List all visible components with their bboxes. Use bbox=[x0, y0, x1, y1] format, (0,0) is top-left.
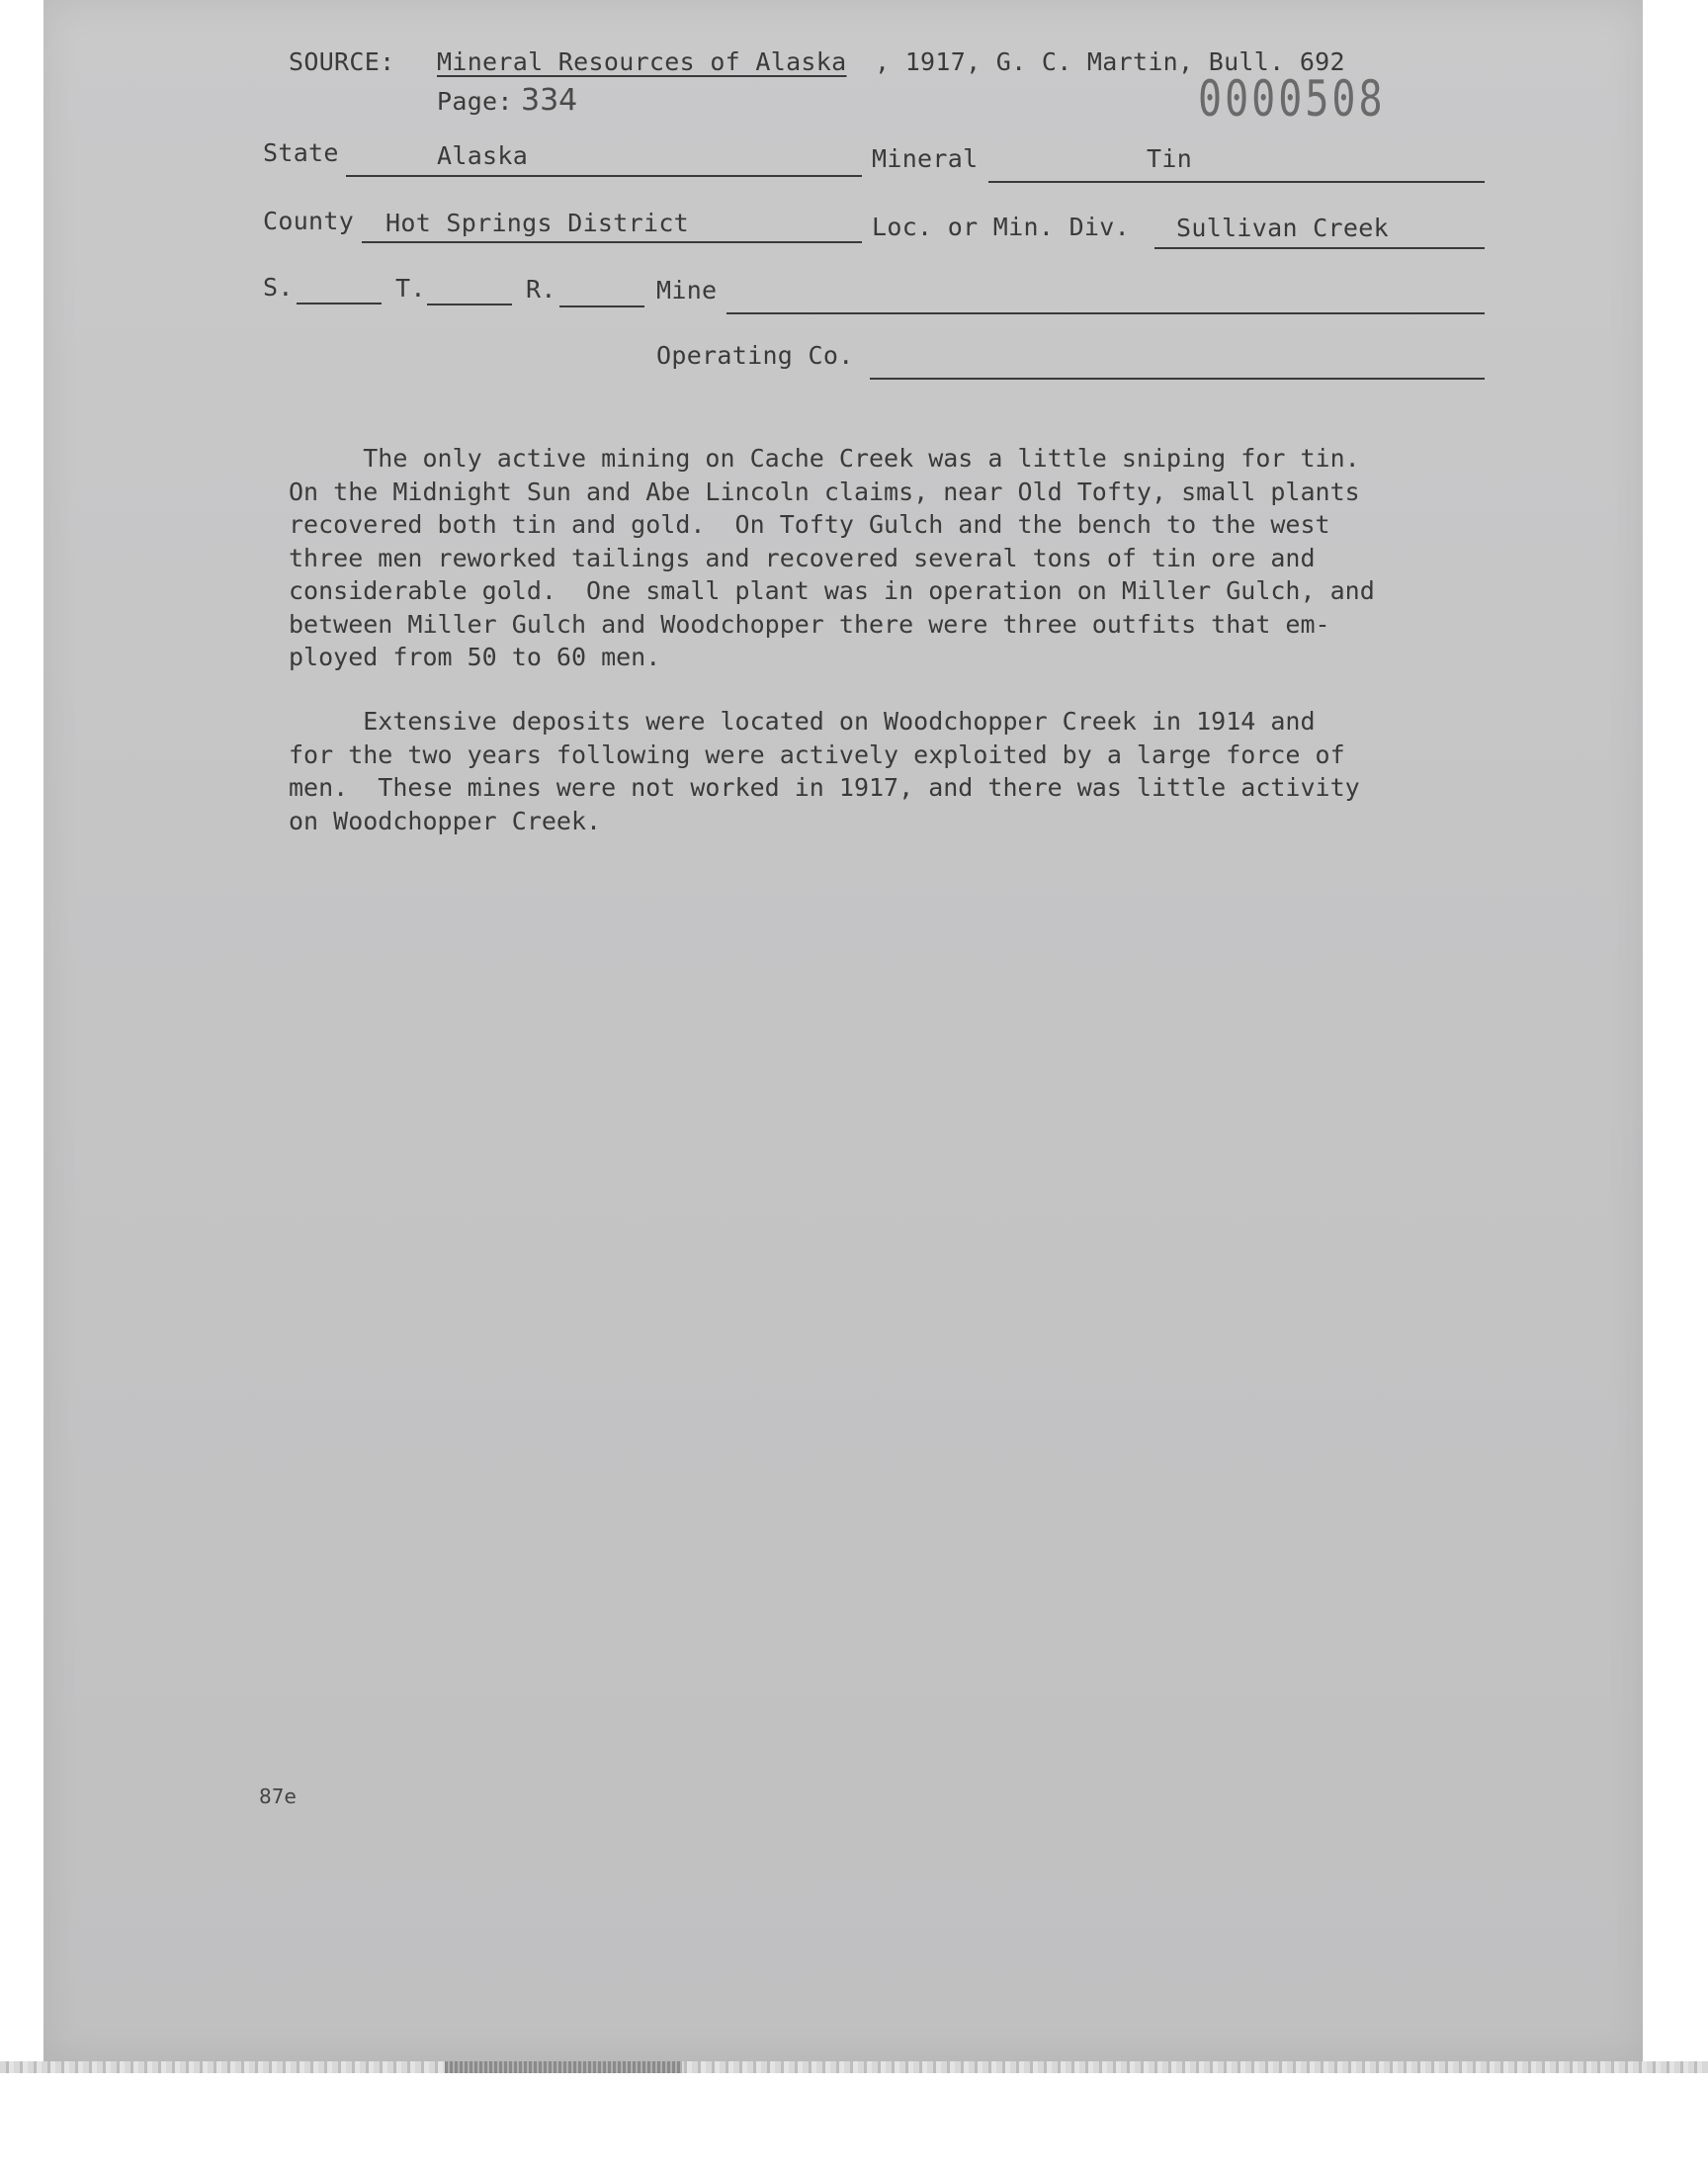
mine-underline bbox=[726, 312, 1485, 314]
body-paragraph-2: Extensive deposits were located on Woodchopper Creek in 1914 and for the two years following were actively exploited by a large force of men. These mines were not worked in 1917, and there was little activity on Woodchopper Creek. bbox=[289, 707, 1360, 835]
state-value: Alaska bbox=[437, 141, 529, 170]
section-label: S. bbox=[263, 273, 294, 302]
mineral-value: Tin bbox=[1147, 144, 1193, 173]
mineral-underline bbox=[988, 181, 1485, 183]
range-label: R. bbox=[526, 275, 556, 304]
mineral-label: Mineral bbox=[872, 144, 979, 173]
form-code: 87e bbox=[259, 1784, 297, 1808]
county-underline bbox=[362, 241, 862, 243]
scan-edge-dark bbox=[445, 2061, 682, 2073]
operating-co-label: Operating Co. bbox=[656, 341, 854, 370]
source-citation: , 1917, G. C. Martin, Bull. 692 bbox=[875, 47, 1345, 76]
document-sheet bbox=[43, 0, 1643, 2061]
state-label: State bbox=[263, 138, 339, 167]
body-paragraph-1: The only active mining on Cache Creek was a little sniping for tin. On the Midnight Sun and Abe Lincoln claims, near Old Tofty, small plants recovered both tin and gold. On Tofty Gulch and the bench to the west three men reworked tailings and recovered several tons of tin ore and considerable gold. One small plant was in operation on Miller Gulch, and between Miller Gulch and Woodchopper there were three outfits that em- ployed from 50 to 60 men. bbox=[289, 444, 1375, 671]
source-title: Mineral Resources of Alaska bbox=[437, 47, 847, 76]
section-underline bbox=[297, 303, 382, 304]
page-number: 334 bbox=[521, 83, 578, 118]
range-underline bbox=[559, 305, 644, 307]
operating-co-underline bbox=[870, 378, 1485, 380]
loc-underline bbox=[1154, 247, 1485, 249]
mine-label: Mine bbox=[656, 276, 718, 304]
township-underline bbox=[427, 304, 512, 305]
page-label: Page: bbox=[437, 87, 513, 116]
state-underline bbox=[346, 175, 862, 177]
source-label: SOURCE: bbox=[289, 47, 395, 76]
loc-value: Sullivan Creek bbox=[1176, 214, 1389, 242]
township-label: T. bbox=[395, 274, 426, 303]
county-label: County bbox=[263, 207, 355, 235]
loc-label: Loc. or Min. Div. bbox=[872, 213, 1130, 241]
county-value: Hot Springs District bbox=[385, 209, 690, 237]
stamp-number: 0000508 bbox=[1198, 71, 1386, 129]
scan-edge-strip bbox=[0, 2061, 1708, 2073]
